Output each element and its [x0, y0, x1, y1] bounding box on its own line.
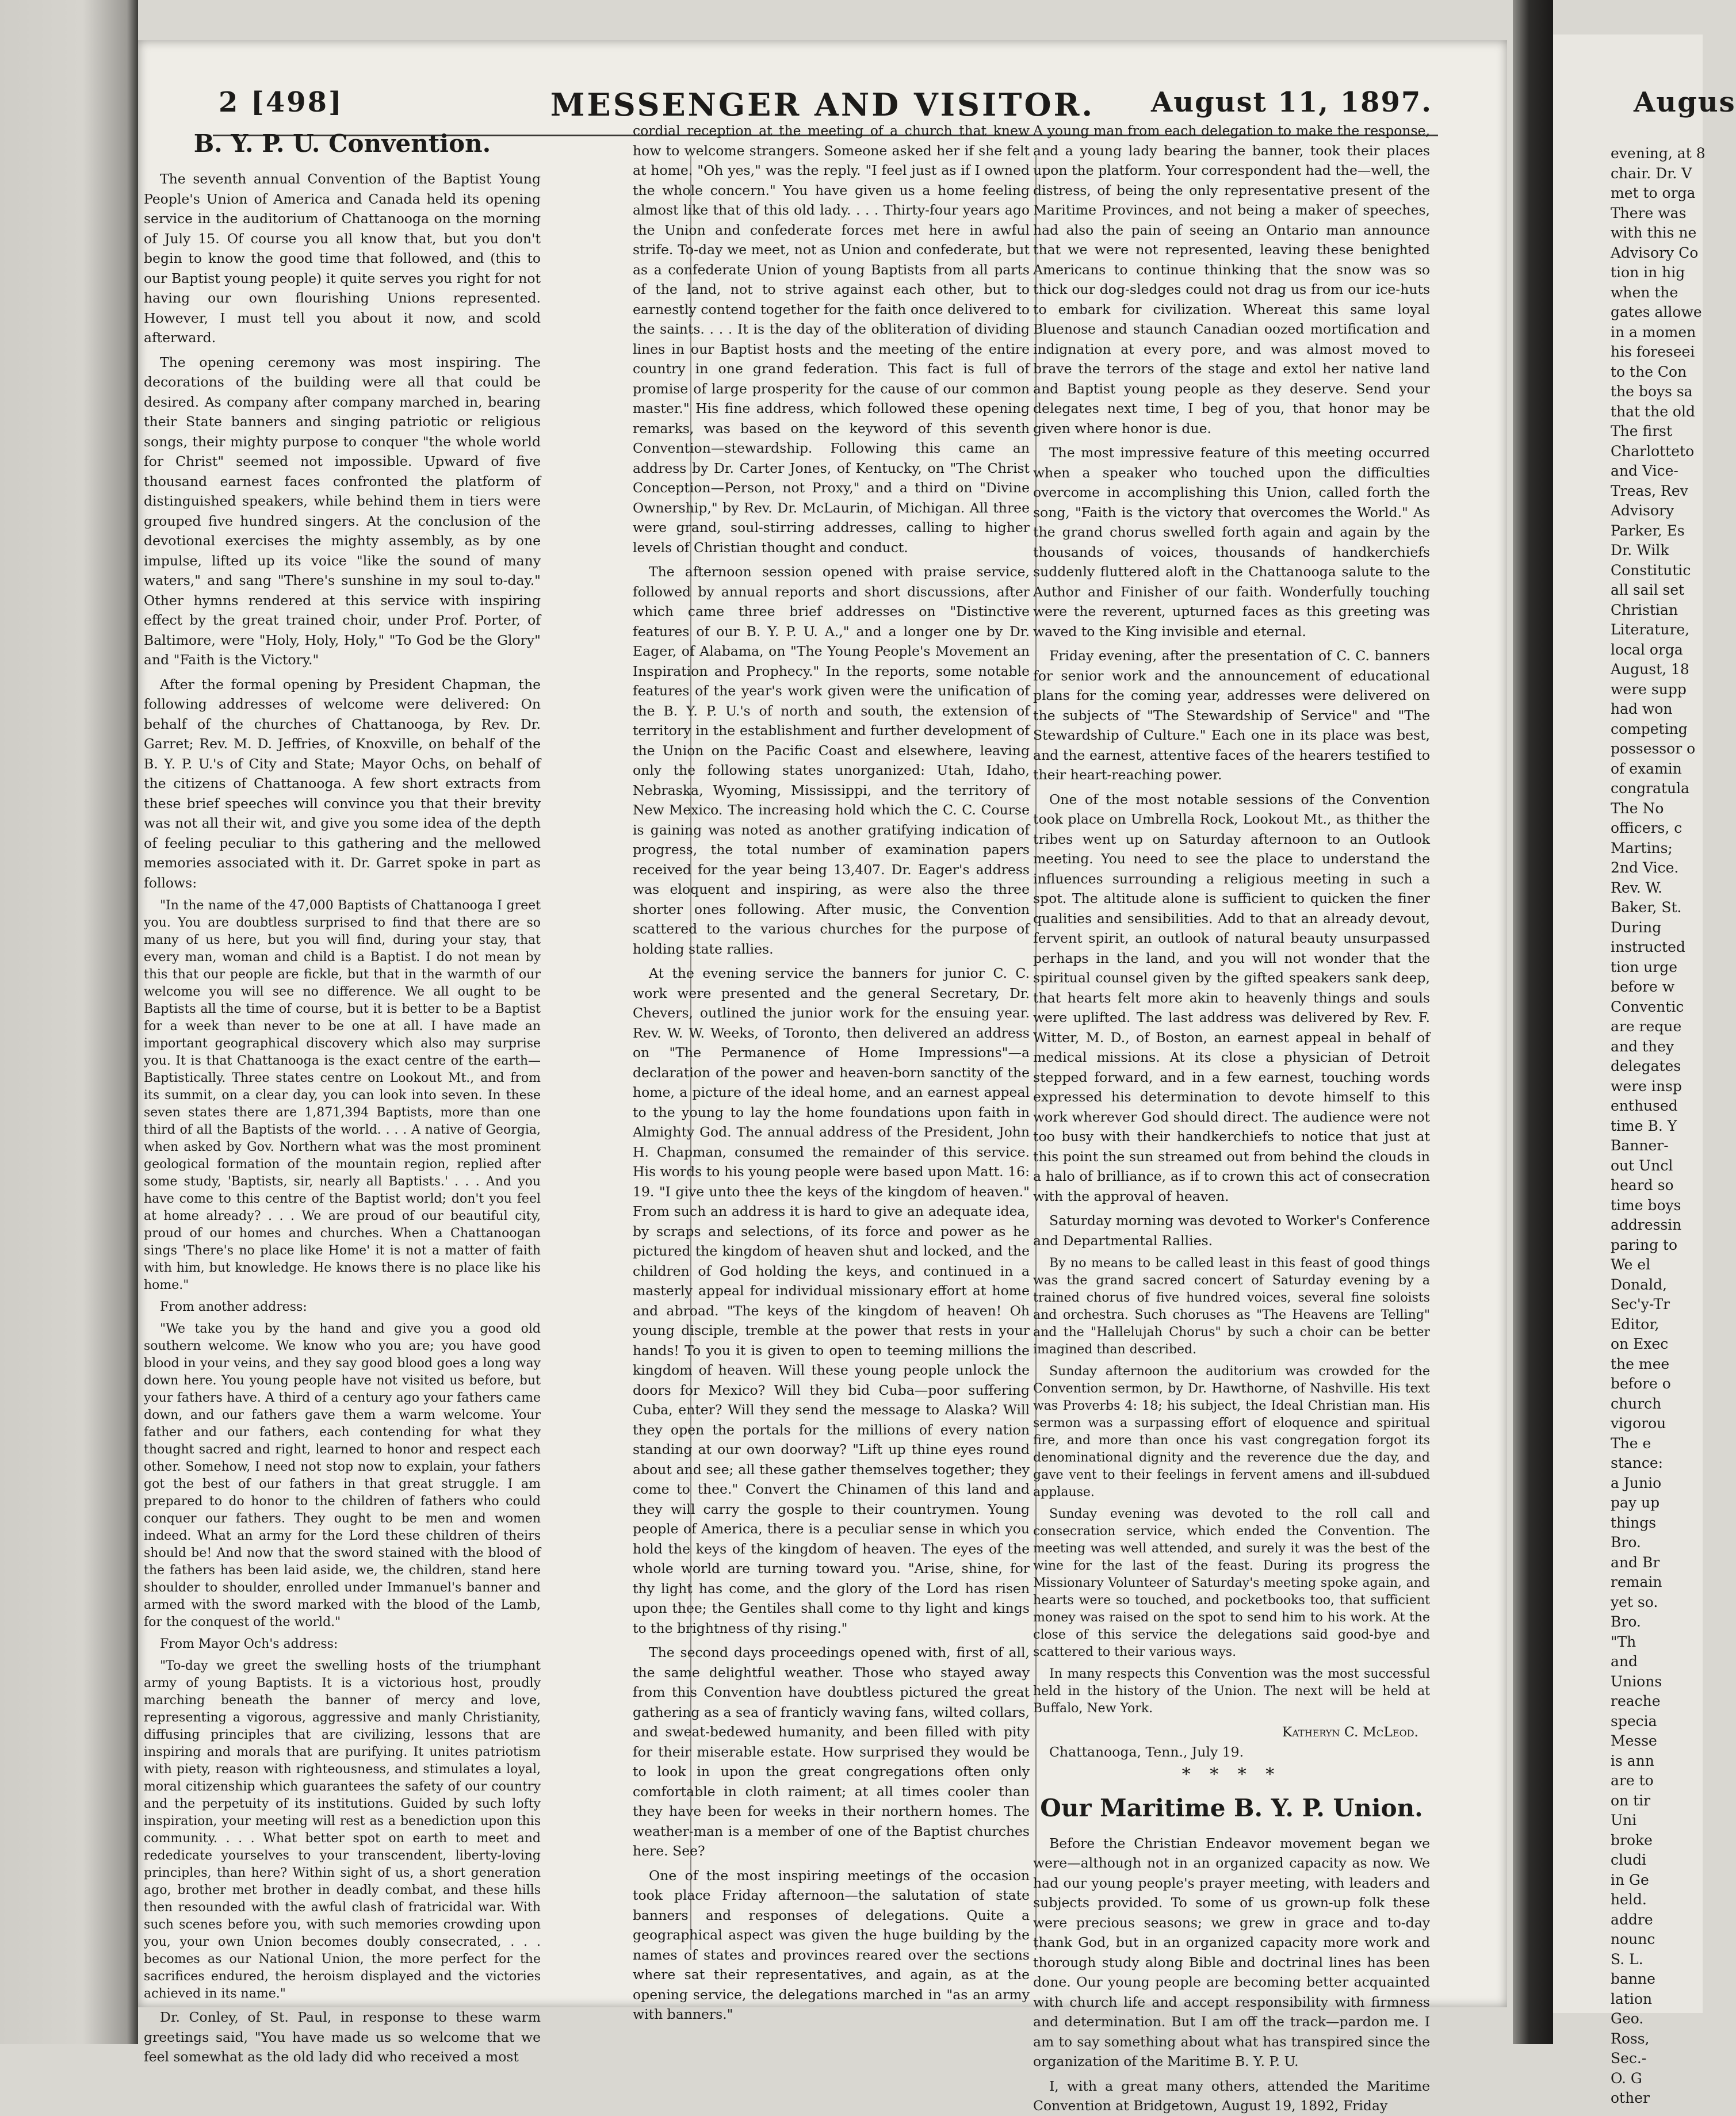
- adjacent-page-line: that the old: [1611, 403, 1695, 420]
- adjacent-page-line: Charlotteto: [1611, 442, 1695, 460]
- adjacent-page-line: were insp: [1611, 1077, 1682, 1095]
- adjacent-page-line: Martins;: [1611, 839, 1673, 856]
- adjacent-page-line: Baker, St.: [1611, 899, 1682, 916]
- adjacent-page-line: specia: [1611, 1712, 1657, 1729]
- page-number: 2 [498]: [219, 86, 343, 118]
- article-paragraph: I, with a great many others, attended the Maritime Convention at Bridgetown, August 19, 1892, Friday: [1033, 2077, 1430, 2114]
- adjacent-page-line: before o: [1611, 1375, 1671, 1392]
- adjacent-page-line: gates allowe: [1611, 304, 1702, 320]
- adjacent-page-line: S. L.: [1611, 1950, 1643, 1968]
- article-headline: Our Maritime B. Y. P. Union.: [1040, 1793, 1423, 1822]
- adjacent-page-line: banne: [1611, 1970, 1655, 1987]
- adjacent-page-line: a Junio: [1611, 1474, 1662, 1491]
- adjacent-page-line: with this ne: [1611, 224, 1697, 241]
- adjacent-page-line: Banner-: [1611, 1137, 1669, 1154]
- adjacent-page-line: church: [1611, 1395, 1662, 1412]
- adjacent-page-line: Editor,: [1611, 1315, 1659, 1333]
- adjacent-page-line: nounc: [1611, 1931, 1655, 1947]
- adjacent-page-line: Messe: [1611, 1732, 1657, 1749]
- adjacent-page-line: in Ge: [1611, 1871, 1649, 1888]
- adjacent-page-line: Parker, Es: [1611, 522, 1685, 539]
- adjacent-page-line: all sail set: [1611, 581, 1685, 598]
- adjacent-page-line: lation: [1611, 1990, 1653, 2007]
- adjacent-page-line: The e: [1611, 1434, 1651, 1452]
- quoted-speech: "In the name of the 47,000 Baptists of Chattanooga I greet you. You are doubtless surprised to find that there are so many of us here, but you will find, during your stay, that every man, woman and child is a Baptist. I do not mean by this that our people are fickle, but that in the warmth of our welcome you will see no difference. We all ought to be Baptists all the time of course, but it is better to be a Baptist for a week than never to be one at all. I have made an important geographical discovery which also may surprise you. It is that Chattanooga is the exact centre of the earth—Baptistically. Three states centre on Lookout Mt., and from its summit, on a clear day, you can look into seven. In these seven states there are 1,871,394 Baptists, more than one third of all the Baptists of the world. . . . A native of Georgia, when asked by Gov. Northern what was the most prominent geological formation of the mountain region, replied after some study, 'Baptists, sir, nearly all Baptists.' . . . And you have come to this centre of the Baptist world; don't you feel at home already? . . . We are proud of our beautiful city, proud of our homes and churches. When a Chattanoogan sings 'There's no place like Home' it is not a matter of faith with him, but knowledge. He knows there is no place like his home.": [144, 898, 541, 1292]
- adjacent-page-line: things: [1611, 1514, 1657, 1531]
- article-paragraph: Before the Christian Endeavor movement began we were—although not in an organized capacity as now. We had our young people's prayer meeting, with leaders and subjects provided. To some of us grown-up folk these were precious seasons; we grew in grace and to-day thank God, but in an organized capacity more work and thorough study along Bible and doctrinal lines has been done. Our young people are becoming better acquainted with church life and accept responsibility with firmness and determination. But I am off the track—pardon me. I am to say something about what has transpired since the organization of the Maritime B. Y. P. U.: [1033, 1835, 1430, 2069]
- adjacent-page-line: are reque: [1611, 1018, 1682, 1035]
- column-3: [1033, 121, 1430, 2114]
- adjacent-page-line: Literature,: [1611, 621, 1690, 638]
- adjacent-page-line: enthused: [1611, 1097, 1678, 1114]
- author-signature: Katheryn C. McLeod.: [1282, 1724, 1418, 1740]
- adjacent-page-line: in a momen: [1611, 323, 1696, 340]
- adjacent-page-line: and Br: [1611, 1553, 1660, 1571]
- article-paragraph: cordial reception at the meeting of a church that knew how to welcome strangers. Someone asked her if she felt at home. "Oh yes," was the reply. "I feel just as if I owned the whole concern." You have given us a home feeling almost like that of this old lady. . . . Thirty-four years ago the Union and confederate forces met here in awful strife. To-day we meet, not as Union and confederate, but as a confederate Union of young Baptists from all parts of the land, not to strive against each other, but to earnestly contend together for the faith once delivered to the saints. . . . It is the day of the obliteration of dividing lines in our Baptist hosts and the meeting of the entire country in one grand federation. This fact is full of promise of large prosperity for the cause of our common master." His fine address, which followed these opening remarks, was based on the keyword of this seventh Convention—stewardship. Following this came an address by Dr. Carter Jones, of Kentucky, on "The Christ Conception—Person, not Proxy," and a third on "Divine Ownership," by Rev. Dr. McLaurin, of Michigan. All three were grand, soul-stirring addresses, calling to higher levels of Christian thought and conduct.: [633, 123, 1030, 556]
- adjacent-page-line: and: [1611, 1653, 1638, 1670]
- adjacent-page-line: met to orga: [1611, 185, 1696, 201]
- article-paragraph: Sunday afternoon the auditorium was crowded for the Convention sermon, by Dr. Hawthorne, of Nashville. His text was Proverbs 4: 18; his subject, the Ideal Christian man. His sermon was a surpassing effort of eloquence and spiritual fire, and more than once his vast congregation forgot its denominational dignity and the reverence due the day, and gave vent to their feelings in fervent amens and ill-subdued applause.: [1033, 1364, 1430, 1499]
- adjacent-page-line: is ann: [1611, 1752, 1654, 1769]
- adjacent-page-line: time boys: [1611, 1196, 1681, 1214]
- article-paragraph: The most impressive feature of this meeting occurred when a speaker who touched upon the difficulties overcome in accomplishing this Union, called forth the song, "Faith is the victory that overcomes the World." As the grand chorus swelled forth again and again by the thousands of voices, thousands of handkerchiefs suddenly fluttered aloft in the Chattanooga salute to the Author and Finisher of our faith. Wonderfully touching were the reverent, upturned faces as this greeting was waved to the King invisible and eternal.: [1033, 445, 1430, 640]
- adjacent-page-line: had won: [1611, 701, 1673, 717]
- adjacent-page-line: Geo.: [1611, 2010, 1644, 2027]
- adjacent-page-line: Advisory: [1611, 502, 1674, 519]
- adjacent-page-line: vigorou: [1611, 1415, 1666, 1432]
- article-paragraph: The second days proceedings opened with, first of all, the same delightful weather. Those who stayed away from this Convention have doubtless pictured the great gathering as a sea of franticly waving fans, wilted collars, and sweat-bedewed humanity, and been filled with pity for their miserable estate. How surprised they would be to look in upon the great congregations often only comfortable in cloth raiment; at all times cooler than they have been for weeks in their northern homes. The weather-man is a member of one of the Baptist churches here. See?: [633, 1644, 1030, 1859]
- adjacent-page-line: remain: [1611, 1574, 1662, 1590]
- column-1: [144, 121, 541, 2065]
- adjacent-page-line: There was: [1611, 204, 1687, 221]
- adjacent-page-line: 2nd Vice.: [1611, 859, 1679, 876]
- quoted-speech: "To-day we greet the swelling hosts of the triumphant army of young Baptists. It is a victorious host, proudly marching beneath the banner of mercy and love, representing a vigorous, aggressive and manly Christianity, diffusing principles that are civilizing, lessons that are inspiring and morals that are purifying. It unites patriotism with piety, reason with righteousness, and stimulates a loyal, moral citizenship which guarantees the safety of our country and the perpetuity of its institutions. Guided by such lofty inspiration, your meeting will rest as a benediction upon this community. . . . What better spot on earth to meet and rededicate yourselves to your transcendent, liberty-loving principles, than here? Within sight of us, a short generation ago, brother met brother in deadly combat, and these hills then resounded with the awful clash of fratricidal war. With such scenes before you, with such memories crowding upon you, your own Union becomes doubly consecrated, . . . becomes as our National Union, the more perfect for the sacrifices endured, the heroism displayed and the victories achieved in its name.": [144, 1659, 541, 2001]
- adjacent-page: [1553, 35, 1736, 2106]
- article-paragraph: One of the most inspiring meetings of the occasion took place Friday afternoon—the salutation of state banners and responses of delegations. Quite a geographical aspect was given the huge building by the names of states and provinces reared over the sections where sat their representatives, and again, as at the opening service, the delegations marched in "as an army with banners.": [633, 1867, 1030, 2022]
- adjacent-page-line: delegates: [1611, 1058, 1681, 1074]
- adjacent-page-line: "Th: [1611, 1633, 1636, 1650]
- paper-title: MESSENGER AND VISITOR.: [550, 86, 1095, 123]
- adjacent-page-line: Treas, Rev: [1611, 482, 1688, 499]
- adjacent-page-line: out Uncl: [1611, 1157, 1673, 1174]
- adjacent-page-line: local orga: [1611, 641, 1683, 658]
- adjacent-page-line: tion urge: [1611, 958, 1677, 975]
- adjacent-page-line: reache: [1611, 1693, 1661, 1709]
- adjacent-page-line: competing: [1611, 720, 1688, 737]
- article-paragraph: At the evening service the banners for junior C. C. work were presented and the general Secretary, Dr. Chevers, outlined the junior work for the ensuing year. Rev. W. W. Weeks, of Toronto, then delivered an address on "The Permanence of Home Impressions"—a declaration of the power and heaven-born sanctity of the home, a picture of the ideal home, and an earnest appeal to the young to lay the home foundations upon faith in Almighty God. The annual address of the President, John H. Chapman, consumed the remainder of this service. His words to his young people were based upon Matt. 16: 19. "I give unto thee the keys of the kingdom of heaven." From such an address it is hard to give an adequate idea, by scraps and selections, of its force and power as he pictured the kingdom of heaven shut and locked, and the children of God holding the keys, and continued in a masterly appeal for individual missionary effort at home and abroad. "The keys of the kingdom of heaven! Oh young disciple, tremble at the power that rests in your hands! To you it is given to open to teeming millions the kingdom of heaven. Will these young people unlock the doors for Mexico? Will they bid Cuba—poor suffering Cuba, enter? Will they send the message to Alaska? Will they open the portals for the millions of every nation standing at our own doorway? "Lift up thine eyes round about and see; all these gather themselves together; they come to thee." Convert the Chinamen of this land and they will carry the gosple to their countrymen. Young people of America, there is a peculiar sense in which you hold the keys of the kingdom of heaven. The eyes of the whole world are turning toward you. "Arise, shine, for thy light has come, and the glory of the Lord has risen upon thee; the Gentiles shall come to thy light and kings to the brightness of thy rising.": [633, 965, 1030, 1636]
- adjacent-page-line: The No: [1611, 799, 1664, 817]
- column-2: [633, 121, 1030, 2022]
- adjacent-page-line: when the: [1611, 284, 1678, 301]
- quote-lead: From Mayor Och's address:: [160, 1637, 338, 1651]
- section-separator: * * * *: [1181, 1765, 1282, 1785]
- adjacent-page-line: possessor o: [1611, 740, 1696, 757]
- adjacent-page-line: O. G: [1611, 2069, 1642, 2087]
- adjacent-page-line: Constitutic: [1611, 561, 1691, 579]
- adjacent-page-line: Donald,: [1611, 1276, 1668, 1293]
- adjacent-page-line: broke: [1611, 1831, 1653, 1849]
- adjacent-page-line: the mee: [1611, 1355, 1670, 1372]
- adjacent-page-line: Advisory Co: [1611, 244, 1699, 261]
- article-paragraph: Friday evening, after the presentation of C. C. banners for senior work and the announcement of educational plans for the coming year, addresses were delivered on the subjects of "The Stewardship of Service" and "The Stewardship of Culture." Each one in its place was best, and the earnest, attentive faces of the hearers testified to their heart-reaching power.: [1033, 648, 1430, 783]
- adjacent-page-line: addre: [1611, 1911, 1653, 1928]
- adjacent-page-line: officers, c: [1611, 820, 1683, 836]
- adjacent-page-header: Augus: [1634, 86, 1736, 118]
- adjacent-page-line: held.: [1611, 1891, 1647, 1908]
- article-paragraph: One of the most notable sessions of the Convention took place on Umbrella Rock, Lookout Mt., as thither the tribes went up on Saturday afternoon to an Outlook meeting. You need to see the place to understand the influences surrounding a religious meeting in such a spot. The altitude alone is sufficient to quicken the finer qualities and sensibilities. Add to that an already devout, fervent spirit, an outlook of natural beauty unsurpassed perhaps in the land, and you will not wonder that the spiritual counsel given by the gifted speakers sank deep, that hearts felt more akin to heavenly things and souls were uplifted. The last address was delivered by Rev. F. Witter, M. D., of Boston, an earnest appeal in behalf of medical missions. At its close a physician of Detroit stepped forward, and in a few earnest, touching words expressed his determination to devote himself to this work wherever God should direct. The audience were not too busy with their handkerchiefs to notice that just at this point the sun streamed out from behind the clouds in a halo of brilliance, as if to crown this act of consecration with the approval of heaven.: [1033, 791, 1430, 1204]
- adjacent-page-line: of examin: [1611, 760, 1682, 777]
- article-paragraph: By no means to be called least in this feast of good things was the grand sacred concert of Saturday evening by a trained chorus of five hundred voices, several fine soloists and orchestra. Such choruses as "The Heavens are Telling" and the "Hallelujah Chorus" by such a choir can be better imagined than described.: [1033, 1256, 1430, 1357]
- adjacent-page-line: on Exec: [1611, 1336, 1669, 1352]
- article-paragraph: A young man from each delegation to make the response, and a young lady bearing the banner, took their places upon the platform. Your correspondent had the—well, the distress, of being the only representative present of the Maritime Provinces, and not being a maker of speeches, had also the pain of seeing an Ontario man announce that we were not represented, leaving these benighted Americans to continue thinking that the snow was so thick our dog-sledges could not drag us from our ice-huts to embark for civilization. Whereat this same loyal Bluenose and staunch Canadian oozed mortification and indignation at every pore, and was almost moved to brave the terrors of the stage and extol her native land and Baptist young people as they deserve. Send your delegates next time, I beg of you, that honor may be given where honor is due.: [1033, 123, 1430, 437]
- adjacent-page-line: and Vice-: [1611, 462, 1678, 479]
- adjacent-page-text: [1611, 144, 1706, 2109]
- adjacent-page-line: Sec.-: [1611, 2050, 1647, 2067]
- adjacent-page-line: heard so: [1611, 1177, 1674, 1193]
- adjacent-page-line: chair. Dr. V: [1611, 164, 1692, 182]
- adjacent-page-line: Uni: [1611, 1812, 1637, 1828]
- adjacent-page-line: before w: [1611, 978, 1675, 995]
- article-headline: B. Y. P. U. Convention.: [193, 129, 491, 158]
- adjacent-page-line: instructed: [1611, 939, 1685, 955]
- adjacent-page-line: paring to: [1611, 1236, 1678, 1253]
- adjacent-page-line: We el: [1611, 1256, 1651, 1273]
- adjacent-page-line: August, 18: [1611, 661, 1689, 678]
- adjacent-page-line: time B. Y: [1611, 1117, 1677, 1134]
- adjacent-page-line: and they: [1611, 1038, 1674, 1055]
- adjacent-page-line: Ross,: [1611, 2030, 1650, 2047]
- article-paragraph: The seventh annual Convention of the Baptist Young People's Union of America and Canada held its opening service in the auditorium of Chattanooga on the morning of July 15. Of course you all know that, but you don't begin to know the good time that followed, and (this to our Baptist young people) it quite serves you right for not having our own flourishing Unions represented. However, I must tell you about it now, and scold afterward.: [144, 171, 541, 346]
- adjacent-page-line: the boys sa: [1611, 383, 1693, 400]
- scan-margin-left: [0, 0, 138, 2044]
- adjacent-page-line: Unions: [1611, 1673, 1662, 1690]
- adjacent-page-line: on tir: [1611, 1792, 1651, 1809]
- adjacent-page-line: pay up: [1611, 1494, 1660, 1511]
- adjacent-page-line: congratula: [1611, 780, 1690, 797]
- adjacent-page-line: tion in hig: [1611, 264, 1685, 281]
- adjacent-page-line: Conventic: [1611, 998, 1684, 1015]
- adjacent-page-line: other: [1611, 2090, 1650, 2106]
- article-paragraph: The opening ceremony was most inspiring. The decorations of the building were all that could be desired. As company after company marched in, bearing their State banners and singing patriotic or religious songs, their mighty purpose to conquer "the whole world for Christ" seemed not impossible. Upward of five thousand earnest faces confronted the platform of distinguished speakers, while behind them in tiers were grouped five hundred singers. At the conclusion of the devotional exercises the mighty assembly, as by one impulse, lifted up its voice "like the sound of many waters," and sang "There's sunshine in my soul to-day." Other hymns rendered at this service with inspiring effect by the great trained choir, under Prof. Porter, of Baltimore, were "Holy, Holy, Holy," "To God be the Glory" and "Faith is the Victory.": [144, 354, 541, 668]
- adjacent-page-line: Rev. W.: [1611, 879, 1662, 896]
- article-paragraph: Dr. Conley, of St. Paul, in response to these warm greetings said, "You have made us so welcome that we feel somewhat as the old lady did who received a most: [144, 2009, 541, 2065]
- adjacent-page-line: Sec'y-Tr: [1611, 1296, 1670, 1313]
- adjacent-page-line: his foreseei: [1611, 343, 1695, 360]
- adjacent-page-line: Dr. Wilk: [1611, 542, 1669, 558]
- issue-date: August 11, 1897.: [1150, 86, 1432, 118]
- adjacent-page-line: Bro.: [1611, 1534, 1641, 1551]
- adjacent-page-line: The first: [1611, 423, 1673, 439]
- article-paragraph: In many respects this Convention was the most successful held in the history of the Union. The next will be held at Buffalo, New York.: [1033, 1667, 1430, 1716]
- article-paragraph: After the formal opening by President Chapman, the following addresses of welcome were delivered: On behalf of the churches of Chattanooga, by Rev. Dr. Garret; Rev. M. D. Jeffries, of Knoxville, on behalf of the B. Y. P. U.'s of City and State; Mayor Ochs, on behalf of the citizens of Chattanooga. A few short extracts from these brief speeches will convince you that their brevity was not all their wit, and give you some idea of the depth of feeling peculiar to this gathering and the mellowed memories associated with it. Dr. Garret spoke in part as follows:: [144, 676, 541, 891]
- adjacent-page-line: evening, at 8: [1611, 145, 1706, 162]
- quoted-speech: "We take you by the hand and give you a good old southern welcome. We know who you are; you have good blood in your veins, and they say good blood goes a long way down here. You young people have not visited us before, but your fathers have. A third of a century ago your fathers came down, and our fathers gave them a warm welcome. Your father and our fathers, each contending for what they thought sacred and right, learned to honor and respect each other. Somehow, I need not stop now to explain, your fathers got the best of our fathers in that great struggle. I am prepared to do honor to the children of fathers who could conquer our fathers. They ought to be men and women indeed. What an army for the Lord these children of theirs should be! And now that the sword stained with the blood of the fathers has been laid aside, we, the children, stand here shoulder to shoulder, enrolled under Immanuel's banner and armed with the sword marked with the blood of the Lamb, for the conquest of the world.": [144, 1322, 541, 1629]
- adjacent-page-line: Christian: [1611, 601, 1678, 618]
- adjacent-page-line: cludi: [1611, 1851, 1647, 1868]
- adjacent-page-line: During: [1611, 919, 1662, 936]
- page-gutter: [1513, 0, 1553, 2044]
- adjacent-page-line: yet so.: [1611, 1593, 1658, 1610]
- adjacent-page-line: stance:: [1611, 1455, 1664, 1471]
- adjacent-page-line: to the Con: [1611, 363, 1687, 380]
- article-paragraph: Saturday morning was devoted to Worker's Conference and Departmental Rallies.: [1033, 1212, 1430, 1249]
- adjacent-page-line: were supp: [1611, 680, 1687, 698]
- adjacent-page-line: addressin: [1611, 1216, 1682, 1233]
- dateline: Chattanooga, Tenn., July 19.: [1049, 1743, 1244, 1760]
- adjacent-page-line: are to: [1611, 1772, 1654, 1789]
- article-paragraph: The afternoon session opened with praise service, followed by annual reports and short discussions, after which came three brief addresses on "Distinctive features of our B. Y. P. U. A.," and a longer one by Dr. Eager, of Alabama, on "The Young People's Movement an Inspiration and Prophecy." In the reports, some notable features of the year's work given were the unification of the B. Y. P. U.'s of north and south, the extension of territory in the establishment and further development of the Union on the Pacific Coast and elsewhere, leaving only the following states unorganized: Utah, Idaho, Nebraska, Wyoming, Mississippi, and the territory of New Mexico. The increasing hold which the C. C. Course is gaining was noted as another gratifying indication of progress, the total number of examination papers received for the year being 13,407. Dr. Eager's address was eloquent and inspiring, as were also the three shorter ones following. After music, the Convention scattered to the various churches for the purpose of holding state rallies.: [633, 564, 1030, 957]
- article-paragraph: Sunday evening was devoted to the roll call and consecration service, which ended the Convention. The meeting was well attended, and surely it was the best of the wine for the last of the feast. During its progress the Missionary Volunteer of Saturday's meeting spoke again, and hearts were so touched, and pocketbooks too, that sufficient money was raised on the spot to send him to his work. At the close of this service the delegations said good-bye and scattered to their various ways.: [1033, 1507, 1430, 1659]
- quote-lead: From another address:: [160, 1300, 307, 1314]
- adjacent-page-line: Bro.: [1611, 1613, 1641, 1630]
